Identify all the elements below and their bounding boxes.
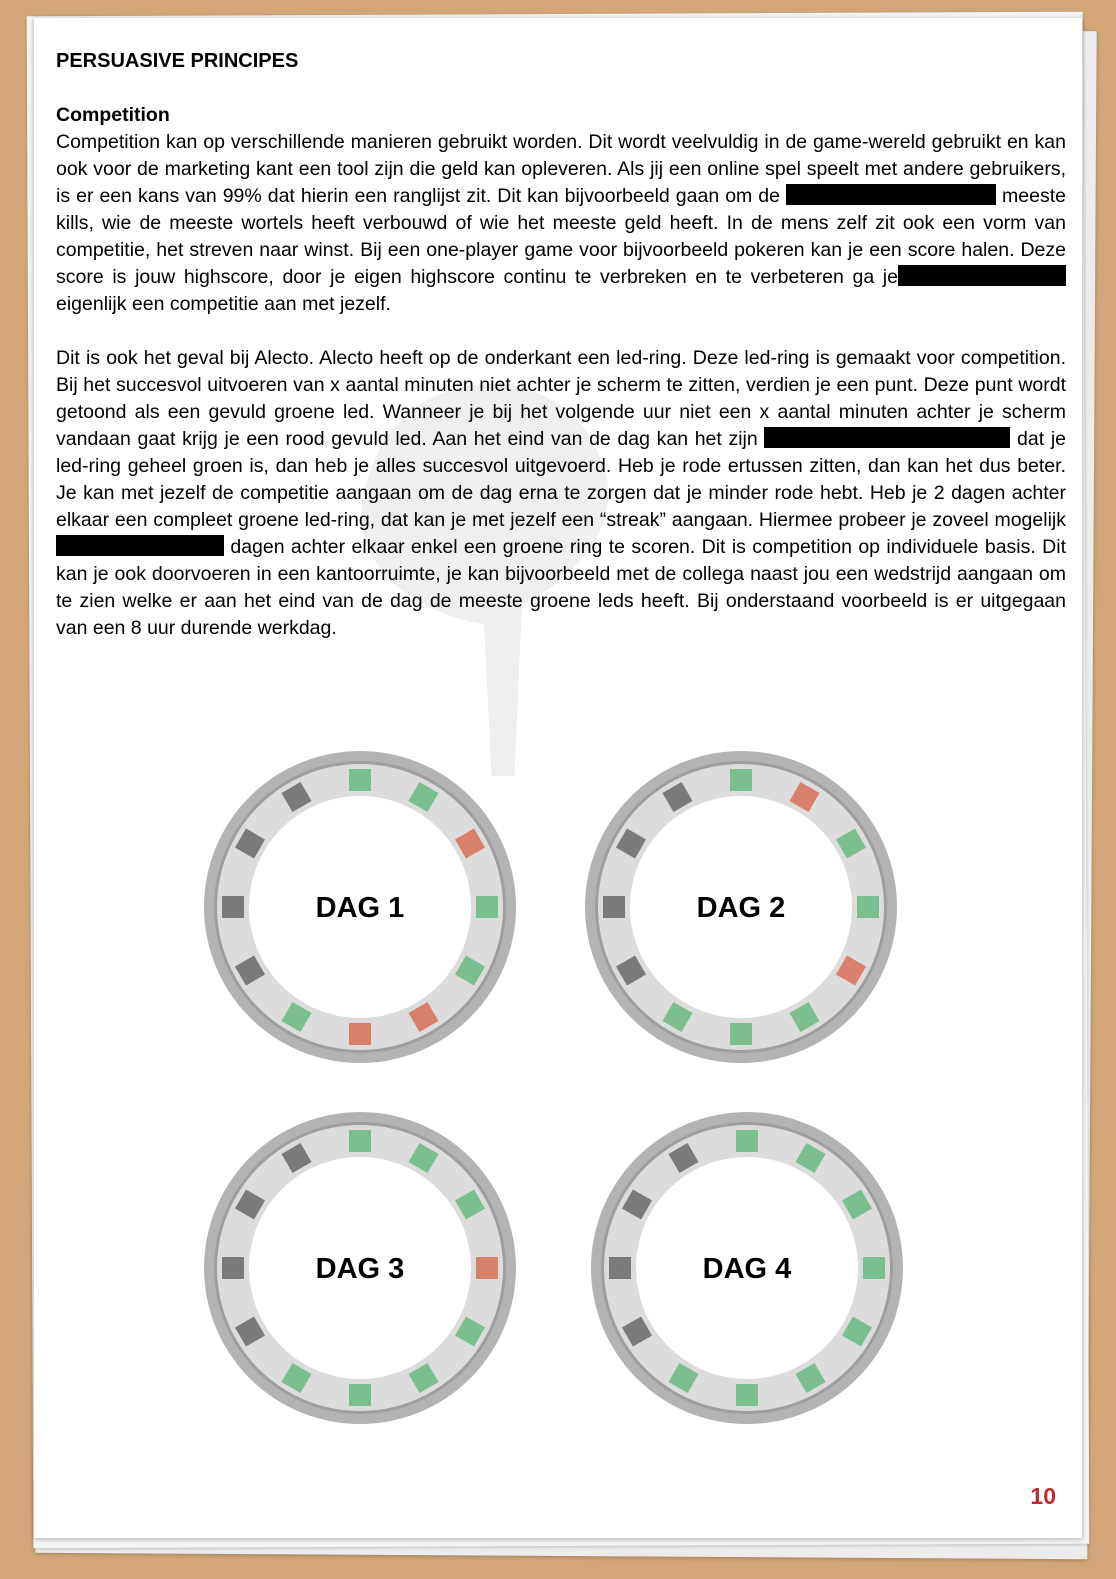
ring-label: DAG 1 (315, 892, 405, 924)
ring-label: DAG 2 (696, 892, 786, 924)
led-green (863, 1257, 885, 1279)
led-ring-1 (204, 751, 516, 1063)
ring-label: DAG 4 (702, 1253, 792, 1285)
led-green (349, 769, 371, 791)
text-run: Competition kan op verschillende manieren gebruikt worden. Dit wordt veelvuldig in de game-wereld gebruikt en kan ook voor de marketing kant een tool zijn die geld kan opleveren. Als jij een online spel speelt met andere gebruikers, is er een kans van 99% dat hierin een ranglijst zit. Dit kan bijvoorbeeld gaan om de (56, 131, 1066, 207)
led-ring-3 (204, 1112, 516, 1424)
led-red (349, 1023, 371, 1045)
led-gray (222, 1257, 244, 1279)
page-number: 10 (1030, 1483, 1056, 1509)
led-gray (222, 896, 244, 918)
led-green (730, 769, 752, 791)
led-green (476, 896, 498, 918)
text-run: meeste kills, wie de meeste wortels heeft verbouwd of wie het meeste geld heeft. In de mens zelf zit ook een vorm van competitie, het streven naar winst. Bij een one-player game voor bijvoorbeeld pokeren kan je een score halen. Deze score is jouw highscore, door je eigen highscore continu te verbreken en te verbeteren ga je (56, 185, 1066, 288)
section-title: Competition (56, 104, 170, 126)
text-run: eigenlijk een competitie aan met jezelf. (56, 293, 391, 315)
text-run: Dit is ook het geval bij Alecto. Alecto heeft op de onderkant een led-ring. Deze led-ring is gemaakt voor competition. Bij het succesvol uitvoeren van x aantal minuten niet achter je scherm te zitten, verdien je een punt. Deze punt wordt getoond als een gevuld groene led. Wanneer je bij het volgende uur niet een x aantal minuten achter je scherm vandaan gaat krijg je een rood gevuld led. Aan het eind van de dag kan het zijn (56, 347, 1066, 450)
led-red (476, 1257, 498, 1279)
led-ring-diagram (34, 18, 1082, 1538)
led-gray (603, 896, 625, 918)
led-ring-4 (591, 1112, 903, 1424)
led-ring-2 (585, 751, 897, 1063)
text-run: dat je led-ring geheel groen is, dan heb je alles succesvol uitgevoerd. Heb je rode ertussen zitten, dan kan het dus beter. Je kan met jezelf de competitie aangaan om de dag erna te zorgen dat je minder rode hebt. Heb je 2 dagen achter elkaar een compleet groene led-ring, dat kan je met jezelf een “streak” aangaan. Hiermee probeer je zoveel mogelijk (56, 428, 1067, 531)
ring-label: DAG 3 (315, 1253, 405, 1285)
document-page (34, 18, 1082, 1538)
led-green (736, 1130, 758, 1152)
led-gray (609, 1257, 631, 1279)
led-green (730, 1023, 752, 1045)
text-run: dagen achter elkaar enkel een groene ring te scoren. Dit is competition op individuele basis. Dit kan je ook doorvoeren in een kantoorruimte, je kan bijvoorbeeld met de collega naast jou een wedstrijd aangaan om te zien welke er aan het eind van de dag de meeste groene leds heeft. Bij onderstaand voorbeeld is er uitgegaan van een 8 uur durende werkdag. (56, 536, 1066, 639)
led-green (349, 1384, 371, 1406)
led-green (349, 1130, 371, 1152)
led-green (736, 1384, 758, 1406)
led-green (857, 896, 879, 918)
page-title: PERSUASIVE PRINCIPES (56, 50, 299, 72)
